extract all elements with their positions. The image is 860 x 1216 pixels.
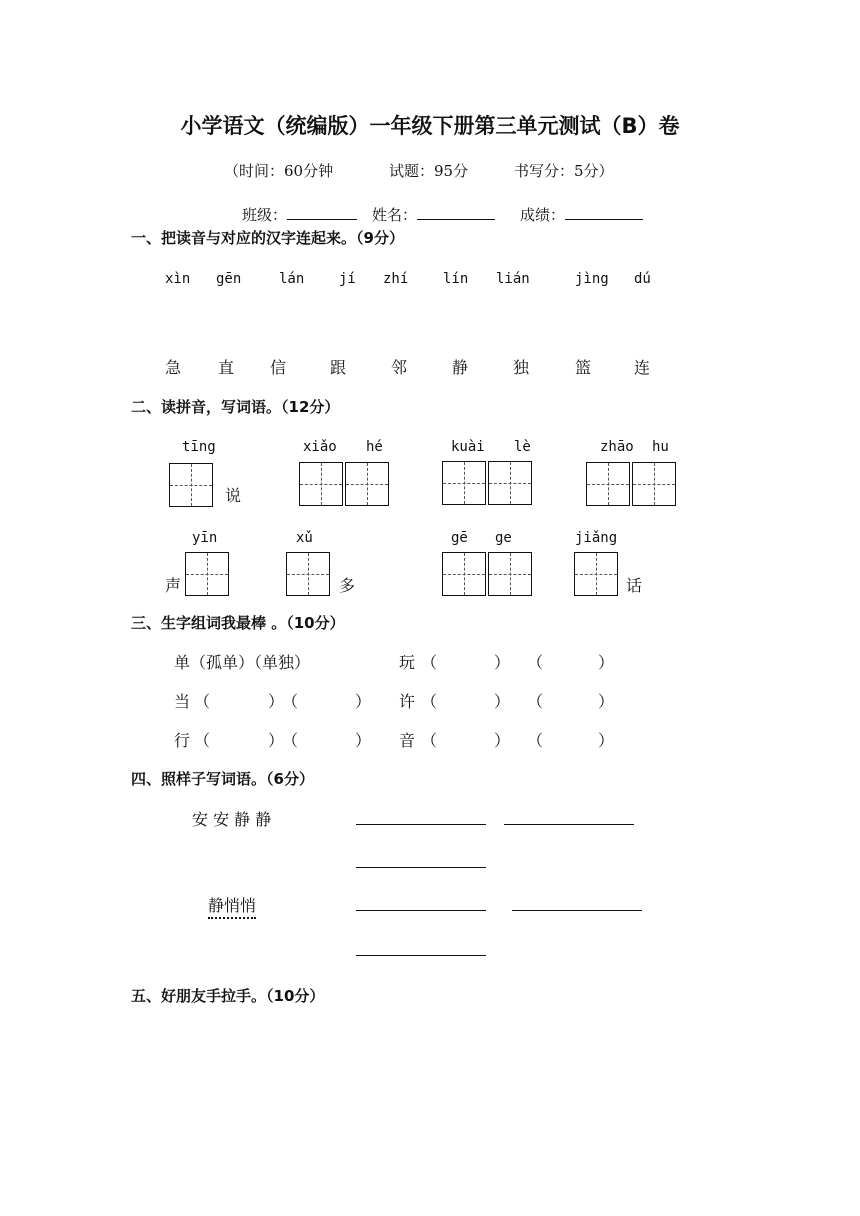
- pinyin-item: lín: [443, 271, 469, 287]
- word-suffix: 话: [626, 576, 643, 595]
- tianzige-box[interactable]: [488, 461, 532, 505]
- pinyin-label: hé: [366, 439, 383, 455]
- section4-heading: 四、照样子写词语。（6分）: [131, 770, 314, 788]
- example-word: 单（孤单）（单独）: [174, 653, 311, 672]
- pinyin-label: lè: [514, 439, 531, 455]
- paren-left: （: [527, 653, 544, 672]
- class-blank[interactable]: [287, 204, 357, 220]
- pinyin-label: xǔ: [296, 530, 313, 546]
- paren-left: （: [527, 731, 544, 750]
- answer-line[interactable]: [504, 824, 634, 825]
- answer-line[interactable]: [356, 910, 486, 911]
- class-field: [242, 204, 357, 225]
- pinyin-label: yīn: [192, 530, 218, 546]
- answer-line[interactable]: [356, 824, 486, 825]
- tianzige-box[interactable]: [169, 463, 213, 507]
- class-label: 班级：: [242, 206, 288, 224]
- word-suffix: 说: [225, 486, 242, 505]
- word-suffix: 多: [339, 576, 356, 595]
- pinyin-label: jiǎng: [575, 530, 618, 546]
- hanzi-item: 篮: [575, 358, 592, 377]
- paren-right: ）: [598, 692, 615, 711]
- paren-left: （: [421, 731, 438, 750]
- paren-left: （: [527, 692, 544, 711]
- example-word-aabb: 安 安 静 静: [192, 810, 272, 829]
- pinyin-item: lián: [496, 271, 530, 287]
- grade-field: [520, 204, 643, 225]
- paren-left: （: [282, 731, 299, 750]
- pinyin-item: jí: [339, 271, 356, 287]
- paren-right: ）: [268, 731, 285, 750]
- tianzige-box[interactable]: [574, 552, 618, 596]
- paren-right: ）: [494, 692, 511, 711]
- pinyin-item: gēn: [216, 271, 242, 287]
- char-item: 行: [174, 731, 191, 750]
- word-prefix: 声: [165, 576, 182, 595]
- pinyin-label: kuài: [451, 439, 485, 455]
- time-info: （时间：60分钟: [224, 162, 334, 180]
- writing-score-info: 书写分：5分）: [514, 162, 614, 180]
- pinyin-item: xìn: [165, 271, 191, 287]
- tianzige-box[interactable]: [286, 552, 330, 596]
- pinyin-item: jìng: [575, 271, 609, 287]
- char-item: 玩: [399, 653, 416, 672]
- hanzi-item: 信: [270, 358, 287, 377]
- paren-right: ）: [268, 692, 285, 711]
- pinyin-label: tīng: [182, 439, 216, 455]
- grade-label: 成绩：: [520, 206, 566, 224]
- tianzige-box[interactable]: [185, 552, 229, 596]
- paren-left: （: [282, 692, 299, 711]
- paren-right: ）: [494, 731, 511, 750]
- answer-line[interactable]: [512, 910, 642, 911]
- example-word-abb: 静悄悄: [208, 893, 256, 919]
- page-title: 小学语文（统编版）一年级下册第三单元测试（B）卷: [180, 114, 680, 138]
- section1-heading: 一、把读音与对应的汉字连起来。（9分）: [131, 229, 404, 247]
- paren-right: ）: [355, 692, 372, 711]
- score-info: 试题：95分: [389, 162, 469, 180]
- name-label: 姓名：: [372, 206, 418, 224]
- tianzige-box[interactable]: [586, 462, 630, 506]
- answer-line[interactable]: [356, 955, 486, 956]
- paren-left: （: [194, 731, 211, 750]
- pinyin-item: dú: [634, 271, 651, 287]
- tianzige-box[interactable]: [442, 461, 486, 505]
- paren-right: ）: [494, 653, 511, 672]
- pinyin-label: zhāo: [600, 439, 634, 455]
- answer-line[interactable]: [356, 867, 486, 868]
- tianzige-box[interactable]: [632, 462, 676, 506]
- hanzi-item: 直: [218, 358, 235, 377]
- pinyin-label: gē: [451, 530, 468, 546]
- paren-left: （: [421, 692, 438, 711]
- pinyin-label: xiǎo: [303, 439, 337, 455]
- hanzi-item: 独: [513, 358, 530, 377]
- pinyin-item: lán: [279, 271, 305, 287]
- tianzige-box[interactable]: [488, 552, 532, 596]
- paren-left: （: [421, 653, 438, 672]
- tianzige-box[interactable]: [345, 462, 389, 506]
- name-field: [372, 204, 495, 225]
- char-item: 许: [399, 692, 416, 711]
- hanzi-item: 静: [452, 358, 469, 377]
- char-item: 当: [174, 692, 191, 711]
- hanzi-item: 跟: [330, 358, 347, 377]
- paren-left: （: [194, 692, 211, 711]
- tianzige-box[interactable]: [442, 552, 486, 596]
- pinyin-item: zhí: [383, 271, 409, 287]
- grade-blank[interactable]: [565, 204, 643, 220]
- paren-right: ）: [598, 731, 615, 750]
- section3-heading: 三、生字组词我最棒 。（10分）: [131, 614, 345, 632]
- paren-right: ）: [598, 653, 615, 672]
- pinyin-label: hu: [652, 439, 669, 455]
- hanzi-item: 连: [634, 358, 651, 377]
- section2-heading: 二、读拼音，写词语。（12分）: [131, 398, 340, 416]
- hanzi-item: 急: [165, 358, 182, 377]
- tianzige-box[interactable]: [299, 462, 343, 506]
- char-item: 音: [399, 731, 416, 750]
- section5-heading: 五、好朋友手拉手。（10分）: [131, 987, 325, 1005]
- paren-right: ）: [355, 731, 372, 750]
- name-blank[interactable]: [417, 204, 495, 220]
- pinyin-label: ge: [495, 530, 512, 546]
- hanzi-item: 邻: [391, 358, 408, 377]
